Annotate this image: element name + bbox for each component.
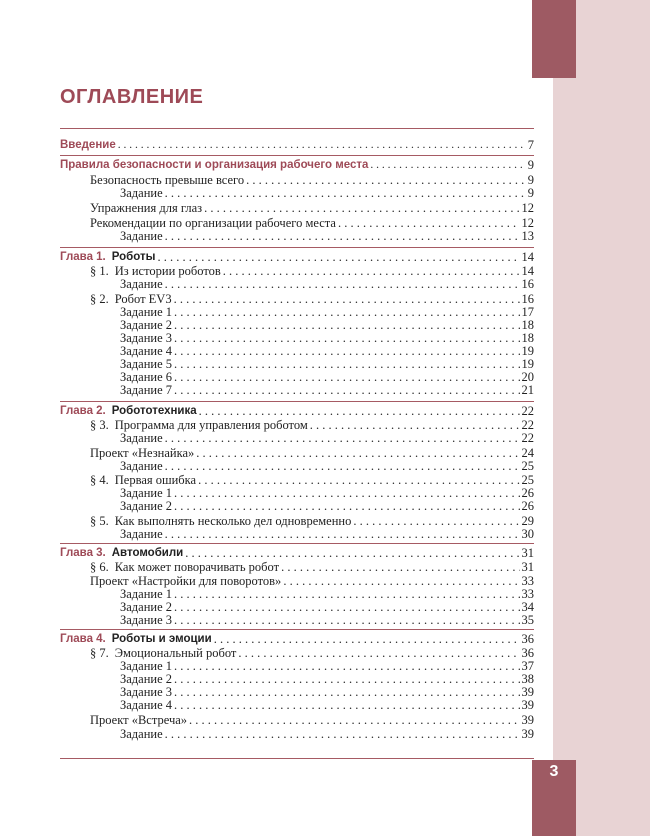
toc-label: Задание	[120, 527, 163, 541]
toc-section-2[interactable]	[90, 292, 534, 306]
section-divider	[60, 543, 534, 544]
toc-page: 39	[521, 713, 534, 727]
toc-section-4[interactable]	[90, 473, 534, 487]
toc-entry[interactable]	[120, 229, 534, 243]
toc-label: Безопасность превыше всего	[90, 173, 245, 187]
toc-page: 14	[521, 264, 534, 278]
toc-entry[interactable]	[90, 201, 534, 215]
toc-label: Проект «Встреча»	[90, 713, 188, 727]
toc-page: 35	[521, 613, 534, 627]
toc-page: 24	[521, 446, 534, 460]
toc-label: Упражнения для глаз	[90, 201, 203, 215]
toc-entry[interactable]	[120, 587, 534, 601]
toc-page: 31	[521, 546, 534, 560]
toc-label: Задание 2	[120, 318, 173, 332]
toc-label: Задание 3	[120, 613, 173, 627]
toc-page: 30	[521, 527, 534, 541]
toc-page: 31	[521, 560, 534, 574]
toc-label: Рекомендации по организации рабочего места	[90, 216, 336, 230]
toc-entry[interactable]	[120, 613, 534, 627]
toc-page: 36	[521, 646, 534, 660]
toc-entry[interactable]	[120, 685, 534, 699]
toc-label: Задание 2	[120, 499, 173, 513]
toc-label: Задание	[120, 277, 163, 291]
toc-entry[interactable]	[120, 659, 534, 673]
section-prefix: § 4.	[90, 473, 109, 487]
toc-page: 12	[521, 201, 534, 215]
toc-entry[interactable]	[120, 344, 534, 358]
toc-label: Робот EV3	[114, 292, 172, 306]
toc-section-3[interactable]	[90, 418, 534, 432]
toc-label: Задание 1	[120, 659, 173, 673]
toc-page: 38	[521, 672, 534, 686]
toc-label: Проект «Незнайка»	[90, 446, 195, 460]
toc-section-1[interactable]	[90, 264, 534, 278]
toc-page: 22	[521, 404, 534, 418]
toc-label: Проект «Настройки для поворотов»	[90, 574, 282, 588]
toc-label: Из истории роботов	[114, 264, 221, 278]
toc-label: Роботы и эмоции	[111, 633, 212, 645]
toc-label: Задание	[120, 186, 163, 200]
toc-entry[interactable]	[120, 277, 534, 291]
page-edge-band	[553, 0, 650, 836]
toc-label: Задание 3	[120, 685, 173, 699]
toc-page: 18	[521, 331, 534, 345]
toc-page: 25	[521, 473, 534, 487]
chapter-prefix: Глава 2.	[60, 405, 106, 417]
toc-page: 29	[521, 514, 534, 528]
toc-entry[interactable]	[120, 499, 534, 513]
page-title: ОГЛАВЛЕНИЕ	[60, 86, 204, 108]
toc-page: 9	[527, 158, 534, 172]
section-prefix: § 3.	[90, 418, 109, 432]
toc-chapter-1[interactable]	[60, 250, 534, 264]
section-prefix: § 2.	[90, 292, 109, 306]
toc-entry[interactable]	[90, 173, 534, 187]
toc-page: 36	[521, 632, 534, 646]
toc-label: Задание	[120, 727, 163, 741]
toc-section-7[interactable]	[90, 646, 534, 660]
toc-entry[interactable]	[120, 383, 534, 397]
toc-page: 33	[521, 574, 534, 588]
toc-entry[interactable]	[120, 600, 534, 614]
toc-chapter-2[interactable]	[60, 404, 534, 418]
toc-entry[interactable]	[120, 459, 534, 473]
toc-entry[interactable]	[120, 672, 534, 686]
toc-label: Задание 4	[120, 698, 173, 712]
toc-page: 37	[521, 659, 534, 673]
section-prefix: § 1.	[90, 264, 109, 278]
section-divider	[60, 629, 534, 630]
toc-entry[interactable]	[120, 527, 534, 541]
toc-page: 19	[521, 357, 534, 371]
toc-label: Задание 2	[120, 672, 173, 686]
chapter-prefix: Глава 1.	[60, 251, 106, 263]
section-prefix: § 6.	[90, 560, 109, 574]
toc-label: Задание	[120, 229, 163, 243]
toc-label: Задание 1	[120, 305, 173, 319]
section-divider	[60, 247, 534, 248]
section-divider	[60, 401, 534, 402]
toc-label: Введение	[60, 139, 116, 151]
toc-page: 19	[521, 344, 534, 358]
section-divider	[60, 155, 534, 156]
toc-entry[interactable]	[120, 318, 534, 332]
toc-label: Как может поворачивать робот	[114, 560, 280, 574]
toc-section-5[interactable]	[90, 514, 534, 528]
toc-label: Программа для управления роботом	[114, 418, 308, 432]
toc-label: Задание 2	[120, 600, 173, 614]
toc-entry[interactable]	[120, 305, 534, 319]
toc-page: 16	[521, 277, 534, 291]
toc-page: 14	[521, 250, 534, 264]
toc-page: 25	[521, 459, 534, 473]
toc-page: 9	[527, 186, 534, 200]
toc-page: 39	[521, 698, 534, 712]
toc-page: 22	[521, 431, 534, 445]
toc-label: Задание 1	[120, 486, 173, 500]
toc-section-6[interactable]	[90, 560, 534, 574]
toc-entry[interactable]	[120, 431, 534, 445]
toc-page: 7	[527, 138, 534, 152]
toc-label: Задание 1	[120, 587, 173, 601]
toc-entry-introduction[interactable]	[60, 138, 534, 152]
toc-project[interactable]	[90, 574, 534, 588]
toc-entry[interactable]	[120, 357, 534, 371]
footer-rule	[60, 758, 534, 759]
section-prefix: § 7.	[90, 646, 109, 660]
toc-page: 39	[521, 727, 534, 741]
toc-chapter-4[interactable]	[60, 632, 534, 646]
toc-page: 17	[521, 305, 534, 319]
toc-entry[interactable]	[90, 216, 534, 230]
toc-entry[interactable]	[120, 370, 534, 384]
toc-label: Эмоциональный робот	[114, 646, 237, 660]
section-prefix: § 5.	[90, 514, 109, 528]
toc-page: 39	[521, 685, 534, 699]
toc-label: Первая ошибка	[114, 473, 197, 487]
toc-page: 18	[521, 318, 534, 332]
toc-entry[interactable]	[120, 331, 534, 345]
toc-label: Задание	[120, 459, 163, 473]
toc-page: 33	[521, 587, 534, 601]
toc-label: Задание	[120, 431, 163, 445]
toc-label: Задание 5	[120, 357, 173, 371]
toc-label: Робототехника	[111, 405, 197, 417]
toc-label: Задание 4	[120, 344, 173, 358]
toc-page: 22	[521, 418, 534, 432]
toc-entry[interactable]	[120, 486, 534, 500]
title-rule	[60, 128, 534, 129]
toc-page: 20	[521, 370, 534, 384]
toc-entry[interactable]	[120, 727, 534, 741]
toc-page: 9	[527, 173, 534, 187]
toc-page: 34	[521, 600, 534, 614]
toc-project[interactable]	[90, 713, 534, 727]
toc-page: 13	[521, 229, 534, 243]
toc-label: Задание 7	[120, 383, 173, 397]
chapter-prefix: Глава 3.	[60, 547, 106, 559]
toc-page: 26	[521, 486, 534, 500]
toc-label: Автомобили	[111, 547, 184, 559]
toc-label: Как выполнять несколько дел одновременно	[114, 514, 352, 528]
top-tab-marker	[532, 0, 576, 78]
toc-chapter-3[interactable]	[60, 546, 534, 560]
toc-entry[interactable]	[120, 186, 534, 200]
toc-page: 21	[521, 383, 534, 397]
page-number: 3	[549, 763, 559, 780]
toc-project[interactable]	[90, 446, 534, 460]
toc-entry[interactable]	[120, 698, 534, 712]
toc-page: 16	[521, 292, 534, 306]
toc-page: 26	[521, 499, 534, 513]
toc-label: Задание 6	[120, 370, 173, 384]
chapter-prefix: Глава 4.	[60, 633, 106, 645]
toc-entry-safety-rules[interactable]	[60, 158, 534, 172]
toc-label: Роботы	[111, 251, 156, 263]
toc-label: Правила безопасности и организация рабочего места	[60, 159, 369, 171]
toc-page: 12	[521, 216, 534, 230]
toc-label: Задание 3	[120, 331, 173, 345]
